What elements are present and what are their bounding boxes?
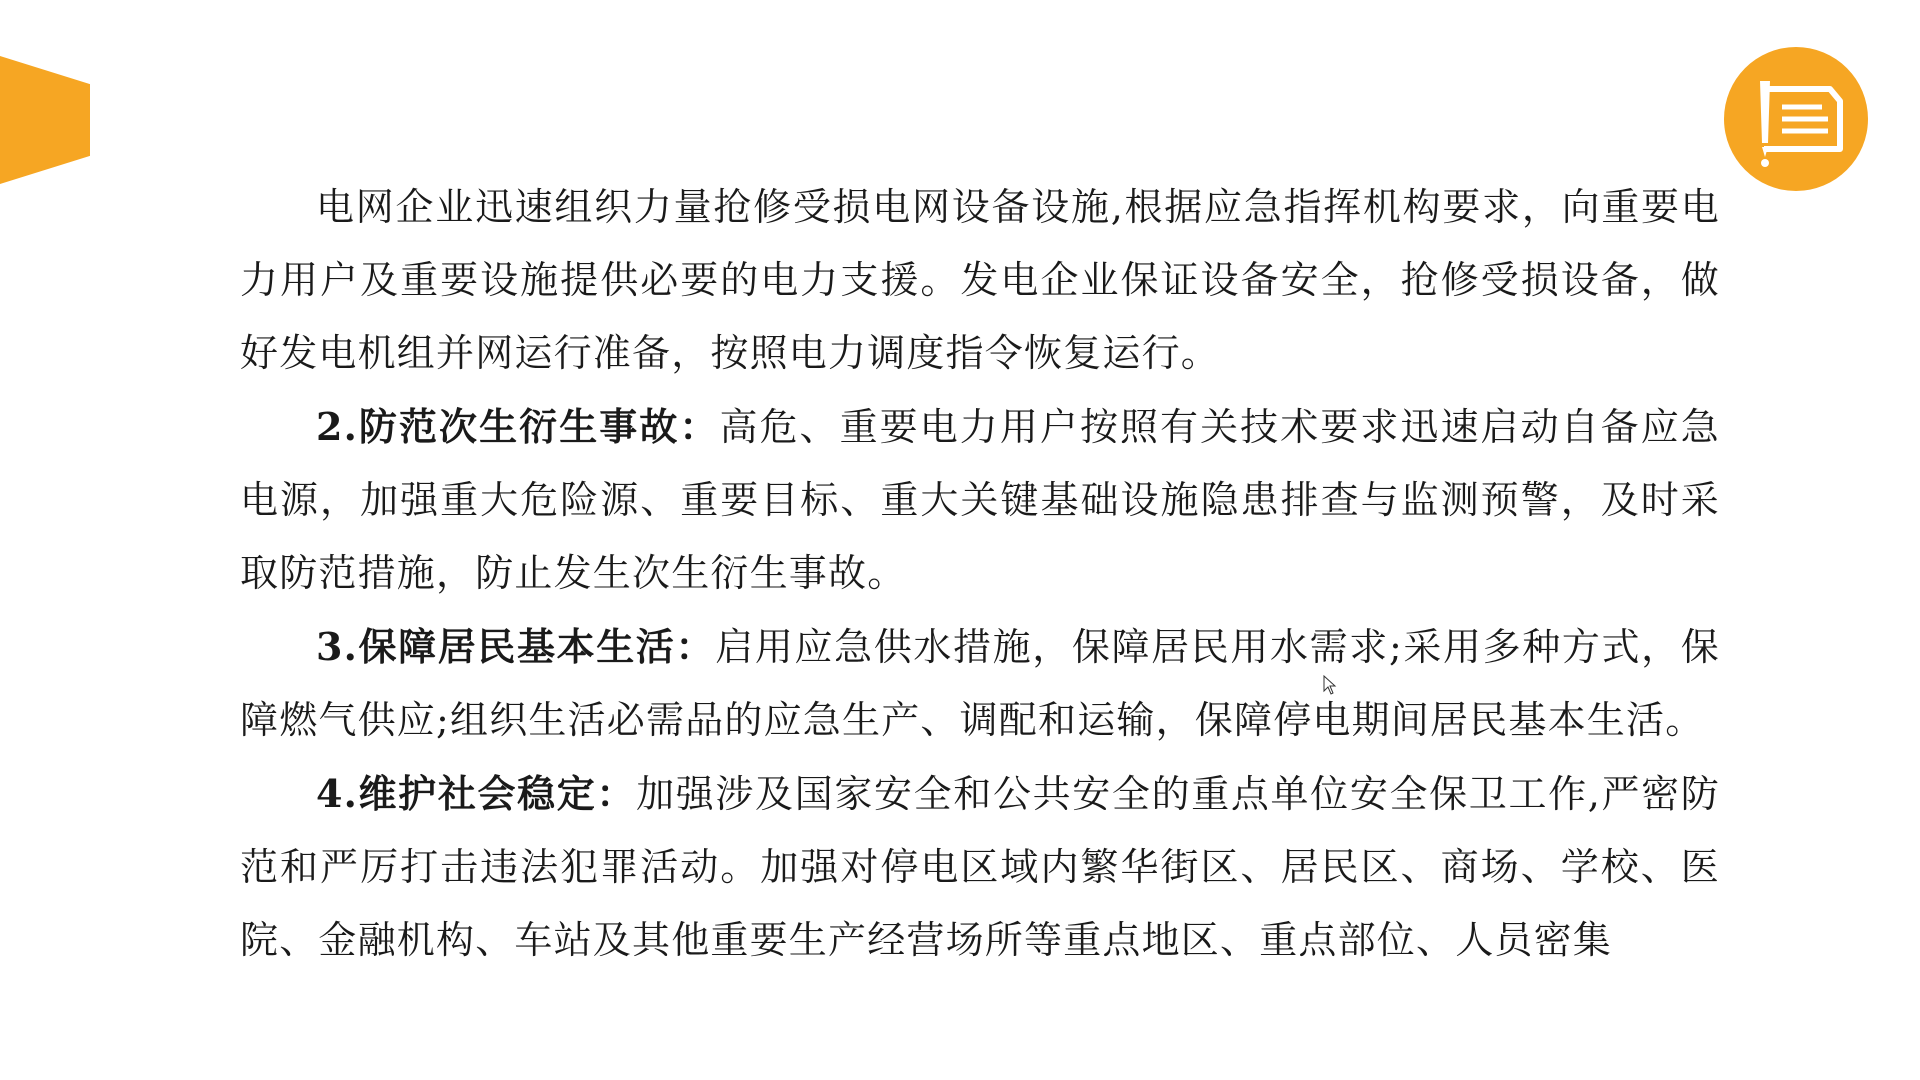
mouse-pointer-icon [1323, 675, 1337, 695]
paragraph-2-lead: 2.防范次生衍生事故： [316, 404, 720, 449]
paragraph-2-text: 高危、重要电力用户按照有关技术要求迅速启动自备应急电源，加强重大危险源、重要目标、重大关键基础设施隐患排查与监测预警，及时采取防范措施，防止发生次生衍生事故。 [240, 405, 1720, 595]
paragraph-3-text: 启用应急供水措施，保障居民用水需求;采用多种方式，保障燃气供应;组织生活必需品的应急生产、调配和运输，保障停电期间居民基本生活。 [240, 625, 1721, 742]
paragraph-3 [240, 610, 1720, 757]
paragraph-1 [240, 170, 1720, 390]
paragraph-4 [240, 757, 1720, 977]
paragraph-4-lead: 4.维护社会稳定： [316, 771, 637, 816]
body-text [240, 170, 1720, 977]
paragraph-1-text: 电网企业迅速组织力量抢修受损电网设备设施,根据应急指挥机构要求，向重要电力用户及重要设施提供必要的电力支援。发电企业保证设备安全，抢修受损设备，做好发电机组并网运行准备，按照电力调度指令恢复运行。 [240, 185, 1720, 375]
paragraph-3-lead: 3.保障居民基本生活： [316, 624, 716, 669]
paragraph-2 [240, 390, 1720, 610]
paragraph-4-text: 加强涉及国家安全和公共安全的重点单位安全保卫工作,严密防范和严厉打击违法犯罪活动。加强对停电区域内繁华街区、居民区、商场、学校、医院、金融机构、车站及其他重要生产经营场所等重点地区、重点部位、人员密集 [240, 772, 1720, 962]
orange-corner-tab [0, 56, 90, 184]
document-pen-icon [1724, 47, 1868, 191]
